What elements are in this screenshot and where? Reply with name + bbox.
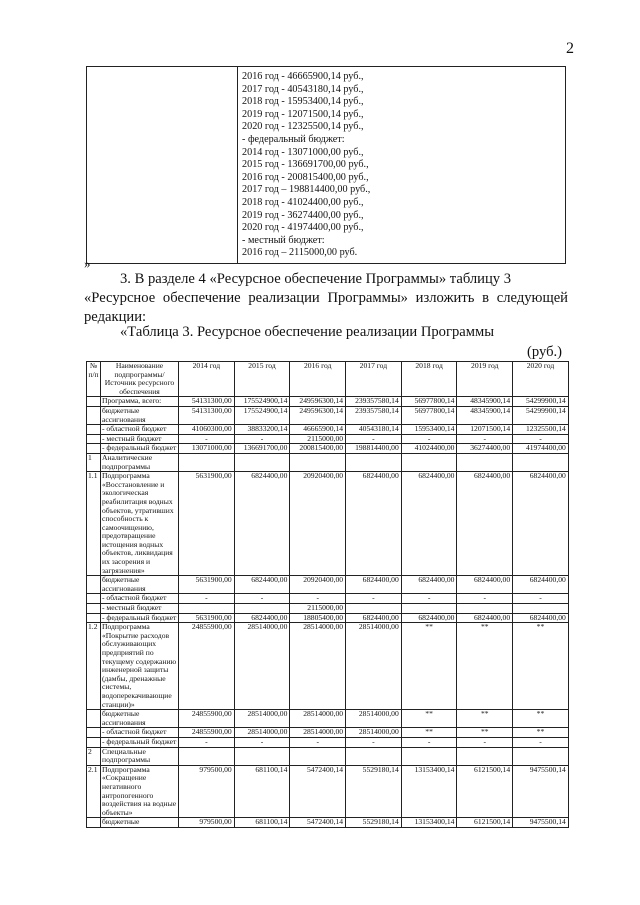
value-cell bbox=[346, 453, 402, 471]
value-cell: 28514000,00 bbox=[346, 710, 402, 728]
value-cell bbox=[457, 453, 513, 471]
value-cell bbox=[401, 604, 457, 614]
funding-lines-cell bbox=[238, 67, 566, 264]
funding-line: 2020 год - 12325500,14 руб., bbox=[242, 121, 364, 133]
value-cell: - bbox=[457, 737, 513, 747]
paragraph-line: «Ресурсное обеспечение реализации Программы» изложить в следующей редакции: bbox=[84, 290, 568, 325]
row-name: бюджетные ассигнования bbox=[101, 710, 179, 728]
value-cell: 5631900,00 bbox=[179, 613, 235, 623]
value-cell: 681100,14 bbox=[234, 765, 290, 818]
paragraph-line: 3. В разделе 4 «Ресурсное обеспечение Программы» таблицу 3 bbox=[120, 271, 512, 287]
value-cell: 36274400,00 bbox=[457, 444, 513, 454]
row-number bbox=[87, 604, 101, 614]
funding-line: 2017 год - 40543180,14 руб., bbox=[242, 83, 364, 95]
value-cell: - bbox=[179, 594, 235, 604]
row-name: - областной бюджет bbox=[101, 594, 179, 604]
row-number bbox=[87, 576, 101, 594]
value-cell: 6824400,00 bbox=[401, 472, 457, 576]
value-cell: 2115000,00 bbox=[290, 434, 346, 444]
value-cell bbox=[457, 747, 513, 765]
table-row bbox=[87, 623, 569, 710]
value-cell: - bbox=[401, 594, 457, 604]
value-cell: 20920400,00 bbox=[290, 472, 346, 576]
value-cell: 9475500,14 bbox=[513, 818, 569, 828]
value-cell: ** bbox=[513, 728, 569, 738]
row-name: - федеральный бюджет bbox=[101, 613, 179, 623]
value-cell: 175524900,14 bbox=[234, 397, 290, 407]
value-cell: - bbox=[346, 594, 402, 604]
value-cell: 239357580,14 bbox=[346, 397, 402, 407]
value-cell bbox=[401, 747, 457, 765]
currency-unit: (руб.) bbox=[527, 344, 563, 360]
row-number bbox=[87, 406, 101, 424]
value-cell: 28514000,00 bbox=[234, 623, 290, 710]
value-cell: ** bbox=[457, 728, 513, 738]
table-row bbox=[87, 765, 569, 818]
table-title: «Таблица 3. Ресурсное обеспечение реализации Программы bbox=[120, 324, 495, 340]
value-cell: 6121500,14 bbox=[457, 818, 513, 828]
table-row bbox=[87, 434, 569, 444]
value-cell: - bbox=[457, 594, 513, 604]
value-cell bbox=[290, 747, 346, 765]
value-cell: ** bbox=[401, 710, 457, 728]
value-cell: 5529180,14 bbox=[346, 765, 402, 818]
value-cell: 13071000,00 bbox=[179, 444, 235, 454]
funding-line: - местный бюджет: bbox=[242, 234, 325, 246]
row-name: Подпрограмма «Сокращение негативного антропогенного воздействия на водные объекты» bbox=[101, 765, 179, 818]
header-2017: 2017 год bbox=[346, 362, 402, 397]
value-cell bbox=[513, 453, 569, 471]
value-cell: 46665900,14 bbox=[290, 425, 346, 435]
value-cell: ** bbox=[513, 623, 569, 710]
value-cell: 41974400,00 bbox=[513, 444, 569, 454]
table-row bbox=[87, 604, 569, 614]
value-cell: 5529180,14 bbox=[346, 818, 402, 828]
value-cell: 5472400,14 bbox=[290, 765, 346, 818]
value-cell: 38833200,14 bbox=[234, 425, 290, 435]
row-name: - местный бюджет bbox=[101, 604, 179, 614]
funding-line: 2016 год - 46665900,14 руб., bbox=[242, 71, 364, 82]
row-number bbox=[87, 594, 101, 604]
row-number bbox=[87, 818, 101, 828]
value-cell: 239357580,14 bbox=[346, 406, 402, 424]
value-cell: 5631900,00 bbox=[179, 576, 235, 594]
row-name: Подпрограмма «Восстановление и экологическая реабилитация водных объектов, утративших способность к самоочищению, предотвращение истощения водных объектов, ликвидация их засорения и загрязнения» bbox=[101, 472, 179, 576]
value-cell: 15953400,14 bbox=[401, 425, 457, 435]
row-name: Подпрограмма «Покрытие расходов обслуживающих предприятий по текущему содержанию инженерной защиты (дамбы, дренажные системы, водоперекачивающие станции)» bbox=[101, 623, 179, 710]
table-row bbox=[87, 747, 569, 765]
value-cell: 979500,00 bbox=[179, 818, 235, 828]
value-cell: 6824400,00 bbox=[234, 613, 290, 623]
funding-line: 2019 год - 12071500,14 руб., bbox=[242, 108, 364, 120]
table-row bbox=[87, 576, 569, 594]
header-2014: 2014 год bbox=[179, 362, 235, 397]
row-number bbox=[87, 728, 101, 738]
value-cell: 6824400,00 bbox=[346, 472, 402, 576]
row-name: - федеральный бюджет bbox=[101, 444, 179, 454]
empty-label-cell bbox=[87, 67, 238, 264]
row-number: 2 bbox=[87, 747, 101, 765]
value-cell: - bbox=[346, 434, 402, 444]
value-cell: 6824400,00 bbox=[513, 472, 569, 576]
value-cell: 54299900,14 bbox=[513, 397, 569, 407]
value-cell: 28514000,00 bbox=[346, 623, 402, 710]
funding-line: 2015 год - 136691700,00 руб., bbox=[242, 159, 369, 171]
funding-line: 2016 год – 2115000,00 руб. bbox=[242, 247, 358, 259]
value-cell: 136691700,00 bbox=[234, 444, 290, 454]
value-cell: - bbox=[513, 434, 569, 444]
value-cell bbox=[234, 747, 290, 765]
value-cell: 54131300,00 bbox=[179, 406, 235, 424]
value-cell bbox=[179, 747, 235, 765]
row-number bbox=[87, 425, 101, 435]
value-cell: ** bbox=[401, 728, 457, 738]
value-cell: - bbox=[234, 594, 290, 604]
value-cell: 6824400,00 bbox=[513, 613, 569, 623]
value-cell: 6824400,00 bbox=[457, 613, 513, 623]
value-cell: 6824400,00 bbox=[457, 576, 513, 594]
table-row bbox=[87, 397, 569, 407]
value-cell: - bbox=[401, 434, 457, 444]
table-row bbox=[87, 728, 569, 738]
funding-line: 2018 год - 15953400,14 руб., bbox=[242, 96, 364, 108]
table-row bbox=[87, 594, 569, 604]
value-cell: - bbox=[290, 594, 346, 604]
value-cell: 48345900,14 bbox=[457, 397, 513, 407]
value-cell: - bbox=[401, 737, 457, 747]
funding-line: 2014 год - 13071000,00 руб., bbox=[242, 146, 364, 158]
value-cell: 41024400,00 bbox=[401, 444, 457, 454]
value-cell: - bbox=[346, 737, 402, 747]
value-cell: 6824400,00 bbox=[401, 613, 457, 623]
value-cell: - bbox=[290, 737, 346, 747]
table-row bbox=[87, 444, 569, 454]
value-cell: 198814400,00 bbox=[346, 444, 402, 454]
row-number bbox=[87, 613, 101, 623]
row-number bbox=[87, 397, 101, 407]
value-cell: 41060300,00 bbox=[179, 425, 235, 435]
value-cell: 28514000,00 bbox=[290, 623, 346, 710]
row-name: бюджетные ассигнования bbox=[101, 406, 179, 424]
value-cell: 28514000,00 bbox=[234, 710, 290, 728]
value-cell: 28514000,00 bbox=[290, 710, 346, 728]
table-header-row bbox=[87, 362, 569, 397]
value-cell: 48345900,14 bbox=[457, 406, 513, 424]
row-number bbox=[87, 710, 101, 728]
value-cell: ** bbox=[457, 710, 513, 728]
funding-line: 2020 год - 41974400,00 руб., bbox=[242, 222, 364, 234]
value-cell: 9475500,14 bbox=[513, 765, 569, 818]
funding-line: 2016 год - 200815400,00 руб., bbox=[242, 171, 369, 183]
value-cell: 28514000,00 bbox=[290, 728, 346, 738]
value-cell: 18805400,00 bbox=[290, 613, 346, 623]
value-cell bbox=[179, 604, 235, 614]
funding-line: 2018 год - 41024400,00 руб., bbox=[242, 196, 364, 208]
value-cell: 13153400,14 bbox=[401, 765, 457, 818]
value-cell: 24855900,00 bbox=[179, 710, 235, 728]
header-2019: 2019 год bbox=[457, 362, 513, 397]
value-cell: 28514000,00 bbox=[346, 728, 402, 738]
row-name: - местный бюджет bbox=[101, 434, 179, 444]
value-cell: 13153400,14 bbox=[401, 818, 457, 828]
value-cell: 54131300,00 bbox=[179, 397, 235, 407]
row-number bbox=[87, 444, 101, 454]
table-row bbox=[87, 613, 569, 623]
value-cell: 249596300,14 bbox=[290, 397, 346, 407]
value-cell: 6824400,00 bbox=[234, 472, 290, 576]
value-cell: 200815400,00 bbox=[290, 444, 346, 454]
value-cell bbox=[401, 453, 457, 471]
value-cell: 12325500,14 bbox=[513, 425, 569, 435]
row-name: Программа, всего: bbox=[101, 397, 179, 407]
row-number: 1.2 bbox=[87, 623, 101, 710]
value-cell: 12071500,14 bbox=[457, 425, 513, 435]
value-cell: - bbox=[457, 434, 513, 444]
value-cell bbox=[513, 747, 569, 765]
row-number: 1.1 bbox=[87, 472, 101, 576]
row-name: Аналитические подпрограммы bbox=[101, 453, 179, 471]
value-cell: 56977800,14 bbox=[401, 406, 457, 424]
value-cell bbox=[290, 453, 346, 471]
header-name: Наименование подпрограммы/Источник ресурсного обеспечения bbox=[101, 362, 179, 397]
value-cell bbox=[346, 747, 402, 765]
value-cell: 979500,00 bbox=[179, 765, 235, 818]
page-number: 2 bbox=[566, 40, 574, 57]
header-2020: 2020 год bbox=[513, 362, 569, 397]
value-cell: 6824400,00 bbox=[401, 576, 457, 594]
value-cell: 249596300,14 bbox=[290, 406, 346, 424]
value-cell: 2115000,00 bbox=[290, 604, 346, 614]
funding-line: 2017 год – 198814400,00 руб., bbox=[242, 184, 371, 196]
row-name: - областной бюджет bbox=[101, 425, 179, 435]
amendment-paragraph bbox=[84, 270, 568, 327]
resource-table bbox=[86, 361, 569, 828]
funding-line: 2019 год - 36274400,00 руб., bbox=[242, 209, 364, 221]
row-name: Специальные подпрограммы bbox=[101, 747, 179, 765]
table-row bbox=[87, 472, 569, 576]
value-cell: - bbox=[234, 737, 290, 747]
value-cell bbox=[513, 604, 569, 614]
value-cell bbox=[346, 604, 402, 614]
closing-quote: » bbox=[84, 256, 91, 271]
value-cell: 6824400,00 bbox=[346, 613, 402, 623]
header-2018: 2018 год bbox=[401, 362, 457, 397]
value-cell: ** bbox=[401, 623, 457, 710]
row-name: - областной бюджет bbox=[101, 728, 179, 738]
value-cell bbox=[234, 453, 290, 471]
value-cell: 56977800,14 bbox=[401, 397, 457, 407]
value-cell: 6121500,14 bbox=[457, 765, 513, 818]
value-cell: 6824400,00 bbox=[457, 472, 513, 576]
header-2015: 2015 год bbox=[234, 362, 290, 397]
value-cell: 20920400,00 bbox=[290, 576, 346, 594]
value-cell: - bbox=[513, 737, 569, 747]
value-cell: 40543180,14 bbox=[346, 425, 402, 435]
table-row bbox=[87, 710, 569, 728]
row-name: бюджетные bbox=[101, 818, 179, 828]
value-cell: 24855900,00 bbox=[179, 728, 235, 738]
header-2016: 2016 год bbox=[290, 362, 346, 397]
funding-line: - федеральный бюджет: bbox=[242, 133, 345, 145]
row-number bbox=[87, 737, 101, 747]
value-cell: 6824400,00 bbox=[234, 576, 290, 594]
value-cell: 6824400,00 bbox=[513, 576, 569, 594]
row-name: - федеральный бюджет bbox=[101, 737, 179, 747]
table-row bbox=[87, 737, 569, 747]
value-cell: 24855900,00 bbox=[179, 623, 235, 710]
value-cell: - bbox=[234, 434, 290, 444]
value-cell bbox=[179, 453, 235, 471]
value-cell: ** bbox=[513, 710, 569, 728]
value-cell bbox=[234, 604, 290, 614]
table-row bbox=[87, 425, 569, 435]
value-cell: 28514000,00 bbox=[234, 728, 290, 738]
value-cell: 5472400,14 bbox=[290, 818, 346, 828]
value-cell: 54299900,14 bbox=[513, 406, 569, 424]
value-cell bbox=[457, 604, 513, 614]
value-cell: - bbox=[513, 594, 569, 604]
value-cell: ** bbox=[457, 623, 513, 710]
value-cell: - bbox=[179, 737, 235, 747]
table-row bbox=[87, 406, 569, 424]
funding-continuation-table bbox=[86, 66, 566, 264]
value-cell: 681100,14 bbox=[234, 818, 290, 828]
value-cell: 175524900,14 bbox=[234, 406, 290, 424]
row-name: бюджетные ассигнования bbox=[101, 576, 179, 594]
row-number: 1 bbox=[87, 453, 101, 471]
header-no: № п/п bbox=[87, 362, 101, 397]
row-number bbox=[87, 434, 101, 444]
table-row bbox=[87, 818, 569, 828]
row-number: 2.1 bbox=[87, 765, 101, 818]
value-cell: - bbox=[179, 434, 235, 444]
value-cell: 5631900,00 bbox=[179, 472, 235, 576]
table-row bbox=[87, 453, 569, 471]
value-cell: 6824400,00 bbox=[346, 576, 402, 594]
